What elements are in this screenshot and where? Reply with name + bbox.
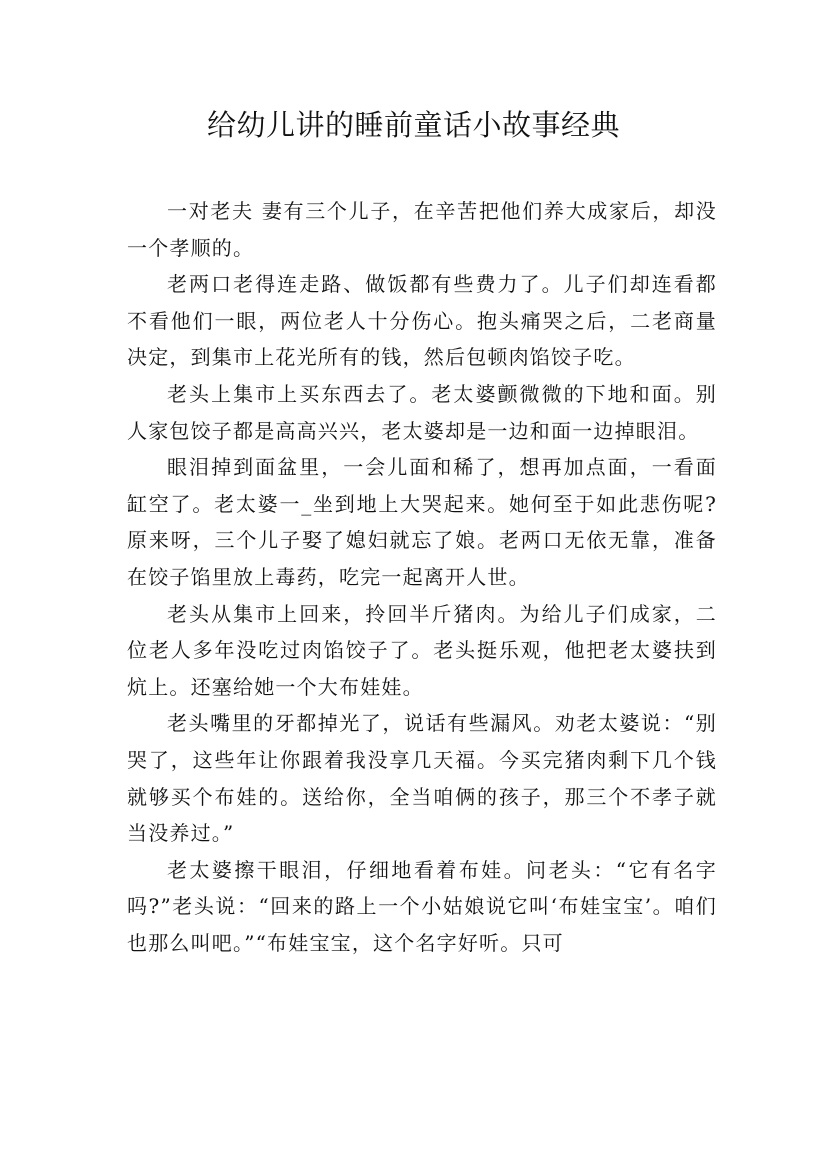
paragraph-6: 老头嘴里的牙都掉光了，说话有些漏风。劝老太婆说：“别哭了，这些年让你跟着我没享几天福。今买完猪肉剩下几个钱就够买个布娃的。送给你，全当咱俩的孩子，那三个不孝子就当没养过。” (127, 711, 717, 846)
paragraph-7: 老太婆擦干眼泪，仔细地看着布娃。问老头：“它有名字吗?”老头说：“回来的路上一个小姑娘说它叫‘布娃宝宝’。咱们也那么叫吧。”“布娃宝宝，这个名字好听。只可 (127, 857, 717, 955)
document-body (127, 193, 717, 961)
paragraph-2: 老两口老得连走路、做饭都有些费力了。儿子们却连看都不看他们一眼，两位老人十分伤心。抱头痛哭之后，二老商量决定，到集市上花光所有的钱，然后包顿肉馅饺子吃。 (127, 272, 717, 370)
paragraph-1: 一对老夫 妻有三个儿子，在辛苦把他们养大成家后，却没一个孝顺的。 (127, 199, 717, 260)
paragraph-5: 老头从集市上回来，拎回半斤猪肉。为给儿子们成家，二位老人多年没吃过肉馅饺子了。老头挺乐观，他把老太婆扶到炕上。还塞给她一个大布娃娃。 (127, 601, 717, 699)
paragraph-3: 老头上集市上买东西去了。老太婆颤微微的下地和面。别人家包饺子都是高高兴兴，老太婆却是一边和面一边掉眼泪。 (127, 381, 717, 443)
paragraph-4: 眼泪掉到面盆里，一会儿面和稀了，想再加点面，一看面缸空了。老太婆一_坐到地上大哭起来。她何至于如此悲伤呢?原来呀，三个儿子娶了媳妇就忘了娘。老两口无依无靠，准备在饺子馅里放上毒药，吃完一起离开人世。 (127, 455, 717, 589)
document-title: 给幼儿讲的睡前童话小故事经典 (206, 108, 620, 142)
